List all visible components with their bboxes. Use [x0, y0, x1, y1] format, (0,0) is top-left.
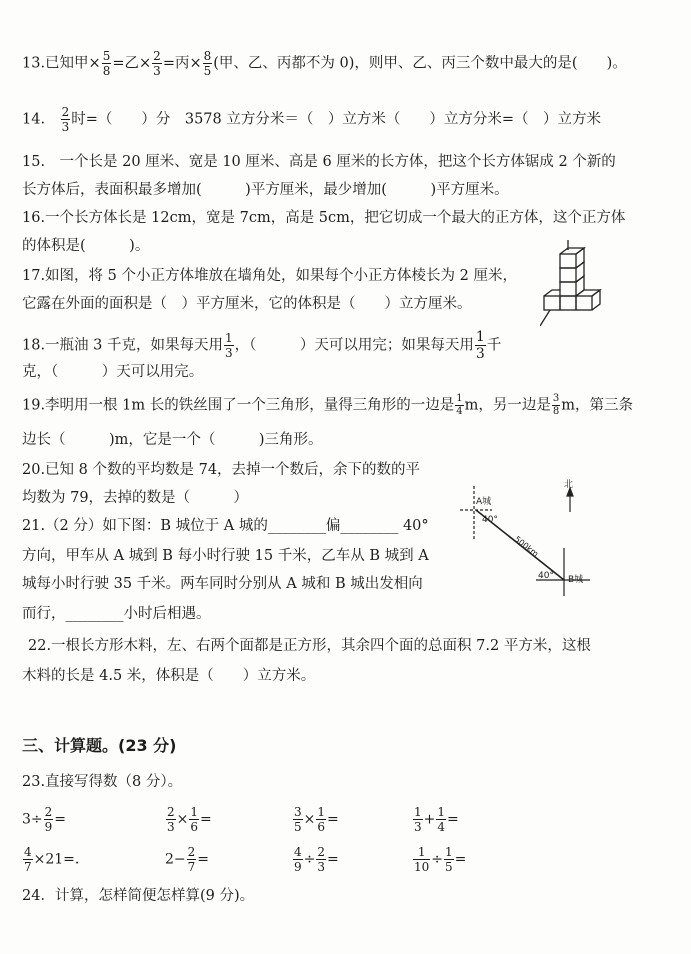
q19-line2: 边长（ )m，它是一个（ )三角形。: [22, 432, 323, 448]
q20-line2: 均数为 79，去掉的数是（ ）: [22, 490, 249, 506]
q21-line3: 城每小时行驶 35 千米。两车同时分别从 A 城和 B 城出发相向: [22, 576, 423, 592]
section-3-heading: 三、计算题。(23 分): [22, 736, 177, 755]
map-angle-b: 40°: [538, 571, 554, 581]
q16-line2: 的体积是( )。: [22, 238, 150, 254]
q15-line1: 15. 一个长是 20 厘米、宽是 10 厘米、高是 6 厘米的长方体，把这个长方体锯成 2 个新的: [22, 154, 616, 170]
q21-line2: 方向，甲车从 A 城到 B 每小时行驶 15 千米，乙车从 B 城到 A: [22, 548, 429, 564]
q14: 14. $\frac{2}{3}$ 时=（ ）分 3578 立方分米＝（ ）立方米（ ）立方分米=（ ）立方米: [22, 105, 602, 134]
direction-map-figure: [460, 478, 600, 598]
cube-stack-figure: [540, 238, 610, 330]
q17-line1: 17.如图，将 5 个小正方体堆放在墙角处，如果每个小正方体棱长为 2 厘米，: [22, 268, 517, 284]
calc-row-1c: $\frac{3}{5}$ × $\frac{1}{6}$ =: [294, 805, 339, 834]
calc-row-1d: $\frac{1}{3}$ + $\frac{1}{4}$ =: [414, 805, 459, 834]
calc-row-1b: $\frac{2}{3}$ × $\frac{1}{6}$ =: [167, 805, 212, 834]
calc-row-2a: $\frac{4}{7}$ ×21=．: [24, 845, 89, 874]
q15-line2: 长方体后，表面积最多增加( )平方厘米，最少增加( )平方厘米。: [22, 182, 509, 198]
map-a-city: A城: [476, 497, 492, 507]
q22-line1: 22.一根长方形木料，左、右两个面都是正方形，其余四个面的总面积 7.2 平方米，这根: [28, 638, 591, 654]
map-north: 北: [564, 480, 574, 490]
calc-row-2c: $\frac{4}{9}$ ÷ $\frac{2}{3}$ =: [294, 845, 339, 874]
q19-line1: 19.李明用一根 1m 长的铁丝围了一个三角形，量得三角形的一边是 $\frac{1}{4}$ m，另一边是 $\frac{3}{8}$ m，第三条: [22, 393, 634, 417]
q18-line2: 克，（ ）天可以用完。: [22, 364, 204, 380]
map-b-city: B城: [568, 575, 584, 585]
q22-line2: 木料的长是 4.5 米，体积是（ ）立方米。: [22, 668, 316, 684]
q17-line2: 它露在外面的面积是（ ）平方厘米，它的体积是（ ）立方厘米。: [22, 296, 472, 312]
q23-title: 23.直接写得数（8 分）。: [22, 774, 183, 790]
q20-line1: 20.已知 8 个数的平均数是 74，去掉一个数后，余下的数的平: [22, 462, 421, 478]
map-distance: 500km: [512, 534, 541, 559]
calc-row-1: 3÷ $\frac{2}{9}$ =: [22, 805, 67, 834]
q13: 13.已知甲× $\frac{5}{8}$ =乙× $\frac{2}{3}$ =丙× $\frac{8}{5}$ (甲、乙、丙都不为 0)，则甲、乙、丙三个数中最大的是( )。: [22, 49, 627, 78]
map-angle-a: 40°: [482, 515, 498, 525]
q16-line1: 16.一个长方体长是 12cm，宽是 7cm，高是 5cm，把它切成一个最大的正方体，这个正方体: [22, 210, 626, 226]
calc-row-2b: 2− $\frac{2}{7}$ =: [165, 845, 210, 874]
calc-row-2d: $\frac{1}{10}$ ÷ $\frac{1}{5}$ =: [414, 845, 467, 874]
q21-line4: 而行，________小时后相遇。: [22, 606, 211, 622]
q24-title: 24．计算，怎样简便怎样算(9 分)。: [22, 888, 255, 904]
q21-line1: 21.（2 分）如下图：B 城位于 A 城的________偏________ 40°: [22, 518, 429, 534]
q18-line1: 18.一瓶油 3 千克，如果每天用 $\frac{1}{3}$ ，（ ）天可以用完；如果每天用 $\frac{1}{3}$ 千: [22, 329, 502, 362]
